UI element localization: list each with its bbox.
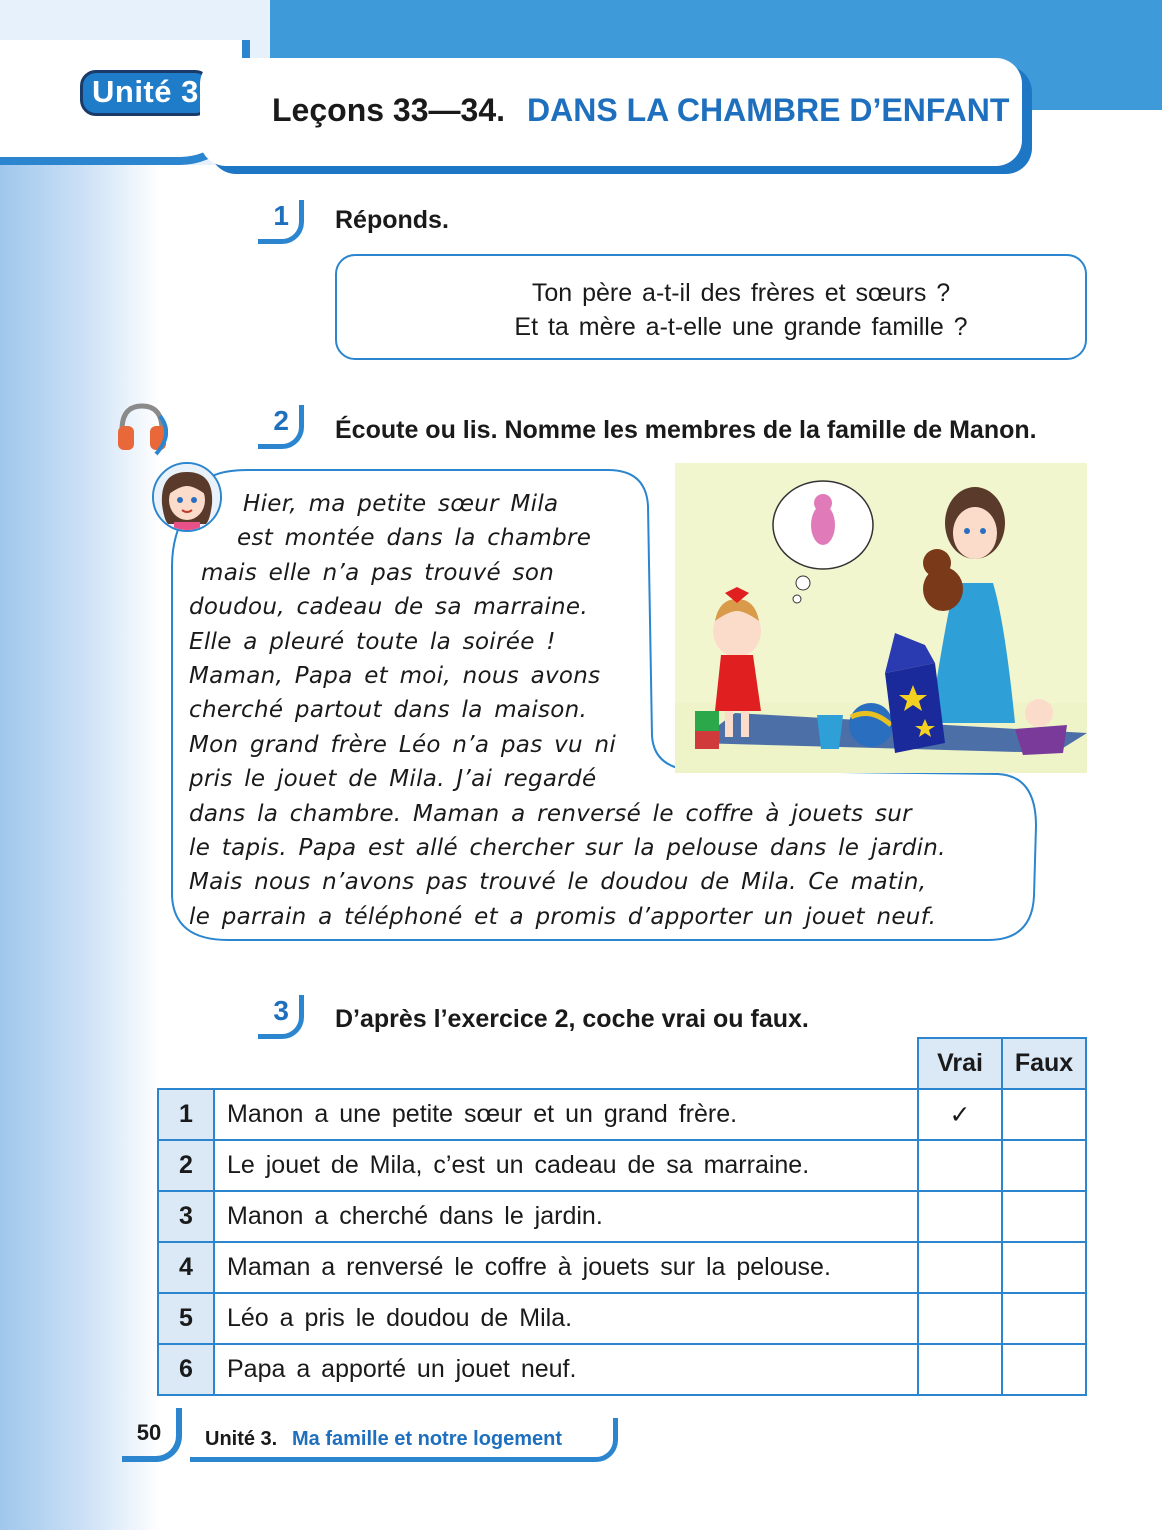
page-title: DANS LA CHAMBRE D’ENFANT — [527, 92, 1010, 128]
row-number: 6 — [158, 1344, 214, 1395]
faux-checkbox[interactable] — [1002, 1191, 1086, 1242]
true-false-table — [157, 1037, 1087, 1396]
story-line: Mais nous n’avons pas trouvé le doudou de Mila. Ce matin, — [189, 869, 927, 896]
vrai-checkbox[interactable] — [918, 1242, 1002, 1293]
faux-checkbox[interactable] — [1002, 1344, 1086, 1395]
faux-checkbox[interactable] — [1002, 1242, 1086, 1293]
row-number: 1 — [158, 1089, 214, 1140]
vrai-checkbox[interactable] — [918, 1140, 1002, 1191]
story-line: pris le jouet de Mila. J’ai regardé — [189, 766, 597, 793]
story-line: est montée dans la chambre — [237, 525, 592, 552]
lesson-number: Leçons 33—34. — [272, 92, 505, 128]
story-line: le tapis. Papa est allé chercher sur la pelouse dans le jardin. — [189, 835, 946, 862]
faux-checkbox[interactable] — [1002, 1293, 1086, 1344]
page-number: 50 — [122, 1408, 182, 1462]
row-statement: Papa a apporté un jouet neuf. — [214, 1344, 918, 1395]
table-header-spacer — [158, 1038, 214, 1089]
children-room-illustration — [675, 463, 1087, 773]
exercise-2-instruction: Écoute ou lis. Nomme les membres de la famille de Manon. — [335, 416, 1037, 444]
story-line: Mon grand frère Léo n’a pas vu ni — [189, 731, 617, 758]
row-number: 3 — [158, 1191, 214, 1242]
table-header-row — [158, 1038, 1086, 1089]
faux-checkbox[interactable] — [1002, 1089, 1086, 1140]
vrai-checkbox[interactable]: ✓ — [918, 1089, 1002, 1140]
exercise-1-number: 1 — [258, 200, 304, 244]
story-line: cherché partout dans la maison. — [189, 697, 588, 724]
row-statement: Le jouet de Mila, c’est un cadeau de sa marraine. — [214, 1140, 918, 1191]
footer-title: Ma famille et notre logement — [292, 1428, 563, 1450]
vrai-checkbox[interactable] — [918, 1191, 1002, 1242]
unit-badge: Unité 3 — [80, 70, 211, 116]
column-vrai: Vrai — [918, 1038, 1002, 1089]
faux-checkbox[interactable] — [1002, 1140, 1086, 1191]
story-line: Hier, ma petite sœur Mila — [243, 491, 559, 517]
vrai-checkbox[interactable] — [918, 1344, 1002, 1395]
story-line: mais elle n’a pas trouvé son — [201, 559, 555, 586]
table-row — [158, 1242, 1086, 1293]
exercise-2-number: 2 — [258, 405, 304, 449]
story-line: doudou, cadeau de sa marraine. — [189, 594, 588, 621]
story-line: le parrain a téléphoné et a promis d’apporter un jouet neuf. — [189, 903, 937, 930]
table-row — [158, 1191, 1086, 1242]
girl-avatar-icon — [152, 462, 222, 532]
table-header-spacer — [214, 1038, 918, 1089]
row-statement: Manon a cherché dans le jardin. — [214, 1191, 918, 1242]
exercise-3-instruction: D’après l’exercice 2, coche vrai ou faux. — [335, 1005, 809, 1033]
left-page-strip — [0, 0, 160, 1530]
story-line: Elle a pleuré toute la soirée ! — [189, 628, 556, 655]
table-row — [158, 1140, 1086, 1191]
table-row — [158, 1089, 1086, 1140]
table-row — [158, 1293, 1086, 1344]
exercise-1-instruction: Réponds. — [335, 206, 449, 234]
story-line: dans la chambre. Maman a renversé le coffre à jouets sur — [189, 800, 912, 827]
vrai-checkbox[interactable] — [918, 1293, 1002, 1344]
question-line-2: Et ta mère a-t-elle une grande famille ? — [514, 313, 968, 341]
question-box — [335, 254, 1087, 360]
footer-unit: Unité 3. — [205, 1428, 278, 1450]
row-statement: Manon a une petite sœur et un grand frère. — [214, 1089, 918, 1140]
row-statement: Maman a renversé le coffre à jouets sur la pelouse. — [214, 1242, 918, 1293]
table-row — [158, 1344, 1086, 1395]
story-line: Maman, Papa et moi, nous avons — [189, 663, 601, 690]
row-statement: Léo a pris le doudou de Mila. — [214, 1293, 918, 1344]
exercise-3-number: 3 — [258, 995, 304, 1039]
question-line-1: Ton père a-t-il des frères et sœurs ? — [531, 279, 951, 307]
row-number: 4 — [158, 1242, 214, 1293]
headphones-icon — [116, 400, 168, 456]
column-faux: Faux — [1002, 1038, 1086, 1089]
row-number: 2 — [158, 1140, 214, 1191]
row-number: 5 — [158, 1293, 214, 1344]
